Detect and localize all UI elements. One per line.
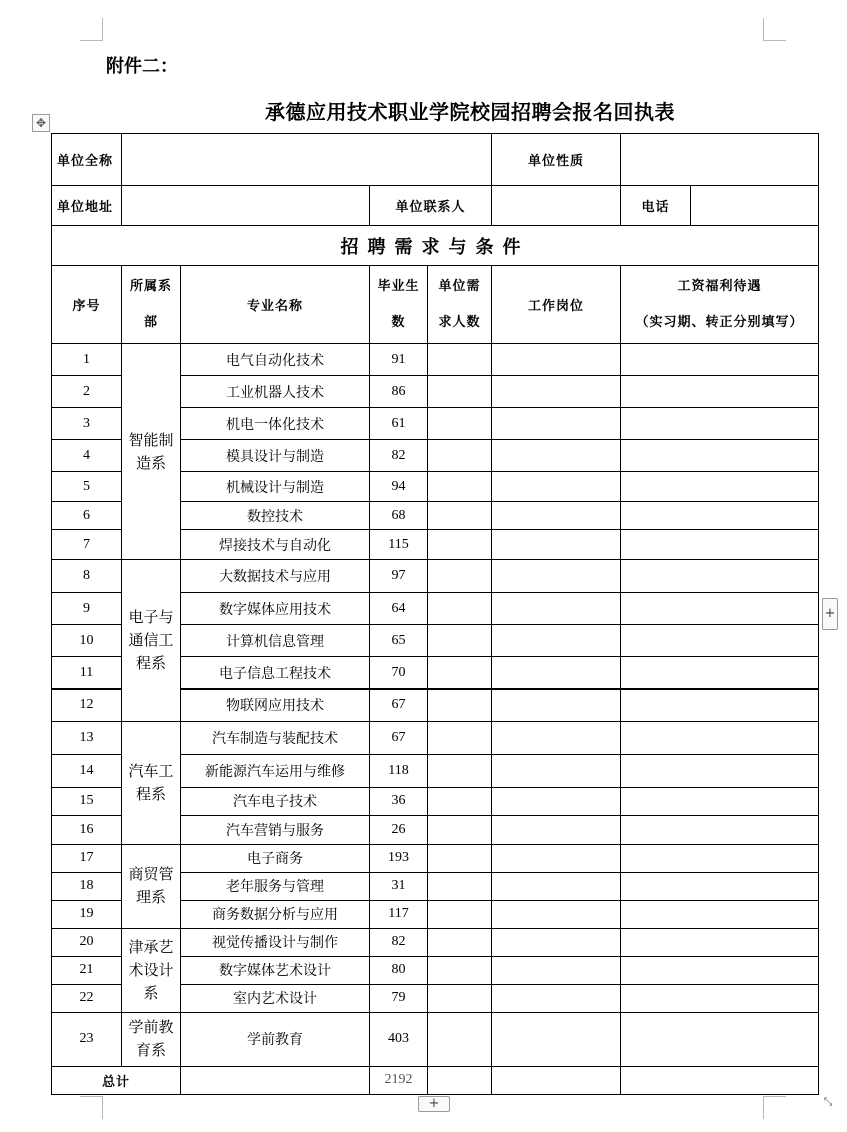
job-position-field[interactable] xyxy=(492,440,621,472)
demand-count-field[interactable] xyxy=(428,900,492,928)
salary-field[interactable] xyxy=(621,376,819,408)
row-number: 1 xyxy=(52,344,122,376)
salary-field[interactable] xyxy=(621,502,819,530)
section-title: 招聘需求与条件 xyxy=(52,226,819,266)
major-name: 数字媒体艺术设计 xyxy=(181,956,370,984)
job-position-field[interactable] xyxy=(492,1012,621,1066)
major-name: 电子商务 xyxy=(181,844,370,872)
unit-name-field[interactable] xyxy=(122,134,492,186)
salary-field[interactable] xyxy=(621,787,819,815)
total-position-field[interactable] xyxy=(492,1066,621,1094)
row-number: 23 xyxy=(52,1012,122,1066)
graduate-count: 67 xyxy=(370,689,428,721)
major-name: 新能源汽车运用与维修 xyxy=(181,754,370,787)
salary-field[interactable] xyxy=(621,872,819,900)
column-header-dept-line2: 部 xyxy=(143,314,158,330)
salary-field[interactable] xyxy=(621,560,819,593)
job-position-field[interactable] xyxy=(492,344,621,376)
unit-address-field[interactable] xyxy=(122,186,370,226)
row-number: 22 xyxy=(52,984,122,1012)
major-name: 学前教育 xyxy=(181,1012,370,1066)
job-position-field[interactable] xyxy=(492,815,621,844)
job-position-field[interactable] xyxy=(492,754,621,787)
job-position-field[interactable] xyxy=(492,530,621,560)
major-name: 工业机器人技术 xyxy=(181,376,370,408)
row-number: 11 xyxy=(52,657,122,689)
job-position-field[interactable] xyxy=(492,657,621,689)
column-header-salary-line1: 工资福利待遇 xyxy=(677,278,762,294)
salary-field[interactable] xyxy=(621,815,819,844)
job-position-field[interactable] xyxy=(492,984,621,1012)
row-number: 10 xyxy=(52,625,122,657)
row-number: 16 xyxy=(52,815,122,844)
row-number: 21 xyxy=(52,956,122,984)
major-name: 大数据技术与应用 xyxy=(181,560,370,593)
column-header-need-line1: 单位需 xyxy=(438,278,481,294)
row-number: 19 xyxy=(52,900,122,928)
salary-field[interactable] xyxy=(621,625,819,657)
row-number: 5 xyxy=(52,472,122,502)
graduate-count: 65 xyxy=(370,625,428,657)
demand-count-field[interactable] xyxy=(428,408,492,440)
row-number: 8 xyxy=(52,560,122,593)
graduate-count: 70 xyxy=(370,657,428,689)
salary-field[interactable] xyxy=(621,472,819,502)
column-header-salary-line2: （实习期、转正分别填写） xyxy=(635,314,804,330)
column-header-grads-line1: 毕业生 xyxy=(377,278,420,294)
demand-count-field[interactable] xyxy=(428,560,492,593)
row-number: 15 xyxy=(52,787,122,815)
total-graduates: 2192 xyxy=(370,1066,428,1094)
graduate-count: 80 xyxy=(370,956,428,984)
major-name: 计算机信息管理 xyxy=(181,625,370,657)
column-header-major: 专业名称 xyxy=(181,266,370,344)
salary-field[interactable] xyxy=(621,530,819,560)
department-cell: 电子与通信工程系 xyxy=(122,560,181,721)
demand-count-field[interactable] xyxy=(428,472,492,502)
graduate-count: 86 xyxy=(370,376,428,408)
row-number: 18 xyxy=(52,872,122,900)
total-label: 总计 xyxy=(52,1066,181,1094)
salary-field[interactable] xyxy=(621,956,819,984)
graduate-count: 79 xyxy=(370,984,428,1012)
column-header-grads-line2: 数 xyxy=(391,314,406,330)
attachment-label: 附件二： xyxy=(106,56,178,77)
column-header-dept xyxy=(122,266,181,344)
major-name: 电气自动化技术 xyxy=(181,344,370,376)
major-name: 视觉传播设计与制作 xyxy=(181,928,370,956)
demand-count-field[interactable] xyxy=(428,625,492,657)
add-column-icon[interactable]: + xyxy=(822,598,838,630)
demand-count-field[interactable] xyxy=(428,530,492,560)
job-position-field[interactable] xyxy=(492,928,621,956)
salary-field[interactable] xyxy=(621,721,819,754)
demand-count-field[interactable] xyxy=(428,344,492,376)
job-position-field[interactable] xyxy=(492,900,621,928)
job-position-field[interactable] xyxy=(492,689,621,721)
department-cell: 津承艺术设计系 xyxy=(122,928,181,1012)
department-cell: 商贸管理系 xyxy=(122,844,181,928)
graduate-count: 36 xyxy=(370,787,428,815)
major-name: 老年服务与管理 xyxy=(181,872,370,900)
row-number: 20 xyxy=(52,928,122,956)
unit-name-label: 单位全称 xyxy=(52,134,122,186)
graduate-count: 68 xyxy=(370,502,428,530)
phone-label: 电话 xyxy=(621,186,691,226)
demand-count-field[interactable] xyxy=(428,657,492,689)
department-cell: 学前教育系 xyxy=(122,1012,181,1066)
graduate-count: 91 xyxy=(370,344,428,376)
salary-field[interactable] xyxy=(621,900,819,928)
department-cell: 智能制造系 xyxy=(122,344,181,560)
document-title: 承德应用技术职业学院校园招聘会报名回执表 xyxy=(265,100,675,124)
salary-field[interactable] xyxy=(621,844,819,872)
graduate-count: 97 xyxy=(370,560,428,593)
job-position-field[interactable] xyxy=(492,376,621,408)
table-resize-icon[interactable]: ⤡ xyxy=(823,1095,833,1108)
major-name: 商务数据分析与应用 xyxy=(181,900,370,928)
graduate-count: 64 xyxy=(370,593,428,625)
major-name: 机电一体化技术 xyxy=(181,408,370,440)
demand-count-field[interactable] xyxy=(428,872,492,900)
salary-field[interactable] xyxy=(621,440,819,472)
major-name: 机械设计与制造 xyxy=(181,472,370,502)
graduate-count: 82 xyxy=(370,928,428,956)
salary-field[interactable] xyxy=(621,657,819,689)
graduate-count: 117 xyxy=(370,900,428,928)
unit-contact-field[interactable] xyxy=(492,186,621,226)
graduate-count: 118 xyxy=(370,754,428,787)
salary-field[interactable] xyxy=(621,593,819,625)
graduate-count: 82 xyxy=(370,440,428,472)
major-name: 数字媒体应用技术 xyxy=(181,593,370,625)
graduate-count: 193 xyxy=(370,844,428,872)
job-position-field[interactable] xyxy=(492,625,621,657)
major-name: 焊接技术与自动化 xyxy=(181,530,370,560)
total-demand-field[interactable] xyxy=(428,1066,492,1094)
graduate-count: 61 xyxy=(370,408,428,440)
unit-contact-label: 单位联系人 xyxy=(370,186,492,226)
demand-count-field[interactable] xyxy=(428,1012,492,1066)
graduate-count: 115 xyxy=(370,530,428,560)
page-corner-mark-top-left xyxy=(80,18,103,41)
row-number: 6 xyxy=(52,502,122,530)
job-position-field[interactable] xyxy=(492,502,621,530)
major-name: 室内艺术设计 xyxy=(181,984,370,1012)
graduate-count: 31 xyxy=(370,872,428,900)
table-move-icon[interactable]: ✥ xyxy=(32,114,50,132)
page-corner-mark-bottom-right xyxy=(763,1096,786,1119)
row-number: 7 xyxy=(52,530,122,560)
salary-field[interactable] xyxy=(621,754,819,787)
row-number: 3 xyxy=(52,408,122,440)
column-header-salary xyxy=(621,266,819,344)
row-number: 13 xyxy=(52,721,122,754)
salary-field[interactable] xyxy=(621,928,819,956)
demand-count-field[interactable] xyxy=(428,815,492,844)
major-name: 汽车电子技术 xyxy=(181,787,370,815)
major-name: 模具设计与制造 xyxy=(181,440,370,472)
row-number: 2 xyxy=(52,376,122,408)
demand-count-field[interactable] xyxy=(428,984,492,1012)
total-salary-field[interactable] xyxy=(621,1066,819,1094)
row-number: 12 xyxy=(52,689,122,721)
demand-count-field[interactable] xyxy=(428,721,492,754)
row-number: 14 xyxy=(52,754,122,787)
page-corner-mark-bottom-left xyxy=(80,1096,103,1119)
major-name: 电子信息工程技术 xyxy=(181,657,370,689)
major-name: 数控技术 xyxy=(181,502,370,530)
row-number: 17 xyxy=(52,844,122,872)
salary-field[interactable] xyxy=(621,344,819,376)
salary-field[interactable] xyxy=(621,1012,819,1066)
add-row-icon[interactable]: + xyxy=(418,1096,450,1112)
graduate-count: 67 xyxy=(370,721,428,754)
unit-nature-label: 单位性质 xyxy=(492,134,621,186)
major-name: 汽车营销与服务 xyxy=(181,815,370,844)
demand-count-field[interactable] xyxy=(428,787,492,815)
job-position-field[interactable] xyxy=(492,956,621,984)
demand-count-field[interactable] xyxy=(428,593,492,625)
demand-count-field[interactable] xyxy=(428,956,492,984)
demand-count-field[interactable] xyxy=(428,844,492,872)
salary-field[interactable] xyxy=(621,408,819,440)
demand-count-field[interactable] xyxy=(428,928,492,956)
demand-count-field[interactable] xyxy=(428,502,492,530)
job-position-field[interactable] xyxy=(492,408,621,440)
unit-nature-field[interactable] xyxy=(621,134,819,186)
major-name: 汽车制造与装配技术 xyxy=(181,721,370,754)
demand-count-field[interactable] xyxy=(428,376,492,408)
total-blank xyxy=(181,1066,370,1094)
job-position-field[interactable] xyxy=(492,593,621,625)
column-header-position: 工作岗位 xyxy=(492,266,621,344)
demand-count-field[interactable] xyxy=(428,754,492,787)
major-name: 物联网应用技术 xyxy=(181,689,370,721)
column-header-need-line2: 求人数 xyxy=(438,314,481,330)
job-position-field[interactable] xyxy=(492,844,621,872)
phone-field[interactable] xyxy=(691,186,819,226)
graduate-count: 26 xyxy=(370,815,428,844)
unit-address-label: 单位地址 xyxy=(52,186,122,226)
column-header-seq: 序号 xyxy=(52,266,122,344)
job-position-field[interactable] xyxy=(492,560,621,593)
department-cell: 汽车工程系 xyxy=(122,721,181,844)
graduate-count: 94 xyxy=(370,472,428,502)
job-position-field[interactable] xyxy=(492,721,621,754)
column-header-grads xyxy=(370,266,428,344)
page-corner-mark-top-right xyxy=(763,18,786,41)
column-header-need xyxy=(428,266,492,344)
salary-field[interactable] xyxy=(621,984,819,1012)
column-header-dept-line1: 所属系 xyxy=(129,278,172,294)
job-position-field[interactable] xyxy=(492,787,621,815)
graduate-count: 403 xyxy=(370,1012,428,1066)
row-number: 4 xyxy=(52,440,122,472)
row-number: 9 xyxy=(52,593,122,625)
registration-table xyxy=(51,133,819,1095)
salary-field[interactable] xyxy=(621,689,819,721)
demand-count-field[interactable] xyxy=(428,440,492,472)
demand-count-field[interactable] xyxy=(428,689,492,721)
job-position-field[interactable] xyxy=(492,872,621,900)
job-position-field[interactable] xyxy=(492,472,621,502)
